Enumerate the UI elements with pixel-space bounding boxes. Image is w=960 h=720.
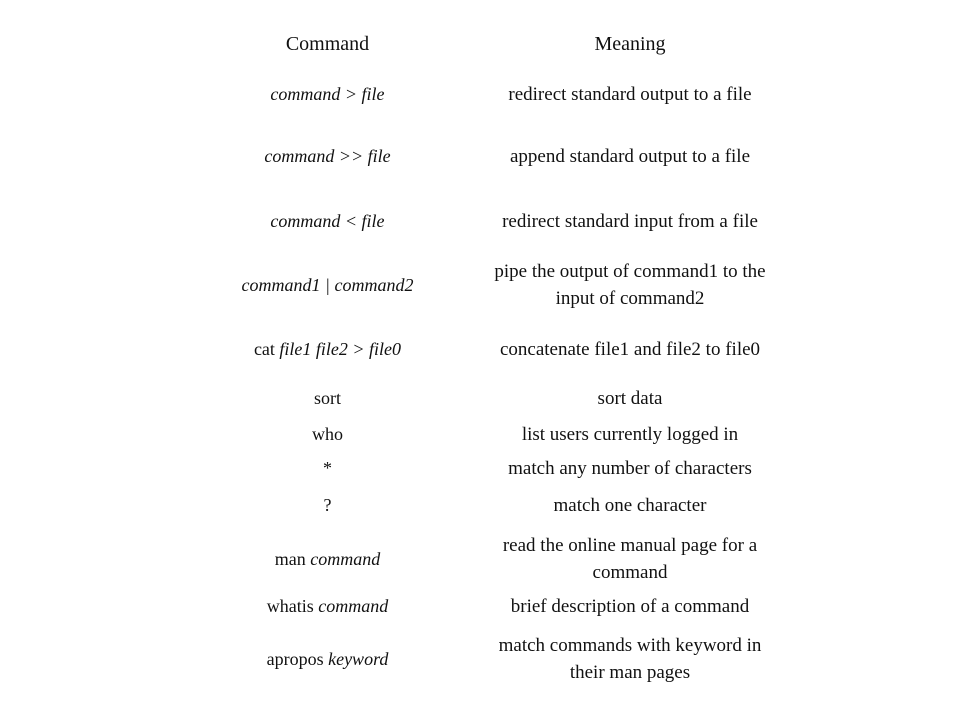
meaning-cell: append standard output to a file xyxy=(509,145,751,167)
table-row xyxy=(230,531,790,587)
command-text xyxy=(264,146,390,167)
command-argument: command1 | command2 xyxy=(241,274,414,295)
command-argument: command xyxy=(318,595,389,616)
table-header xyxy=(230,25,790,63)
table-row xyxy=(230,321,790,377)
meaning-cell: match any number of characters xyxy=(508,457,752,479)
command-text xyxy=(312,424,343,445)
meaning-cell: concatenate file1 and file2 to file0 xyxy=(499,338,761,360)
command-cell xyxy=(230,591,425,621)
command-name: cat xyxy=(253,338,280,359)
table-row xyxy=(230,419,790,449)
table-row xyxy=(230,631,790,687)
command-argument: keyword xyxy=(328,648,389,669)
command-cell xyxy=(230,75,425,113)
command-text xyxy=(314,388,341,409)
command-text xyxy=(275,549,381,570)
meaning-cell: redirect standard input from a file xyxy=(502,210,758,232)
table-row xyxy=(230,383,790,413)
meaning-cell: sort data xyxy=(597,387,663,409)
command-name: ? xyxy=(323,494,332,515)
command-cell xyxy=(230,453,425,483)
command-cell xyxy=(230,419,425,449)
command-name: sort xyxy=(314,387,341,408)
meaning-cell: pipe the output of command1 to the input of command2 xyxy=(494,261,766,309)
command-argument: file1 file2 > file0 xyxy=(279,338,402,359)
command-cell xyxy=(230,321,425,377)
command-name: whatis xyxy=(266,595,319,616)
command-text xyxy=(270,211,384,232)
command-text xyxy=(267,596,389,617)
command-text xyxy=(270,84,384,105)
command-text xyxy=(323,458,332,479)
command-name: who xyxy=(312,423,343,444)
meaning-cell: match commands with keyword in their man pages xyxy=(498,635,762,683)
command-cell xyxy=(230,490,425,520)
meaning-cell: list users currently logged in xyxy=(521,423,739,445)
command-argument: command >> file xyxy=(264,145,391,166)
table-row xyxy=(230,591,790,621)
command-argument: command xyxy=(310,548,381,569)
command-argument: command < file xyxy=(270,210,385,231)
command-text xyxy=(267,649,389,670)
command-cell xyxy=(230,383,425,413)
command-text xyxy=(242,275,414,296)
command-cell xyxy=(230,531,425,587)
table-row xyxy=(230,453,790,483)
command-cell xyxy=(230,257,425,313)
header-command: Command xyxy=(285,32,370,55)
command-cell xyxy=(230,137,425,175)
table-row xyxy=(230,490,790,520)
command-name: man xyxy=(274,548,311,569)
command-text xyxy=(254,339,401,360)
command-cell xyxy=(230,193,425,249)
command-cell xyxy=(230,631,425,687)
command-text xyxy=(324,495,332,516)
meaning-cell: read the online manual page for a command xyxy=(502,535,758,583)
command-name: * xyxy=(323,457,332,478)
table-row xyxy=(230,193,790,249)
table-row xyxy=(230,137,790,175)
table-row xyxy=(230,257,790,313)
meaning-cell: redirect standard output to a file xyxy=(508,83,752,105)
table-row xyxy=(230,75,790,113)
header-meaning: Meaning xyxy=(594,32,666,55)
command-name: apropos xyxy=(266,648,329,669)
meaning-cell: brief description of a command xyxy=(510,595,750,617)
command-argument: command > file xyxy=(270,83,385,104)
meaning-cell: match one character xyxy=(553,494,707,516)
